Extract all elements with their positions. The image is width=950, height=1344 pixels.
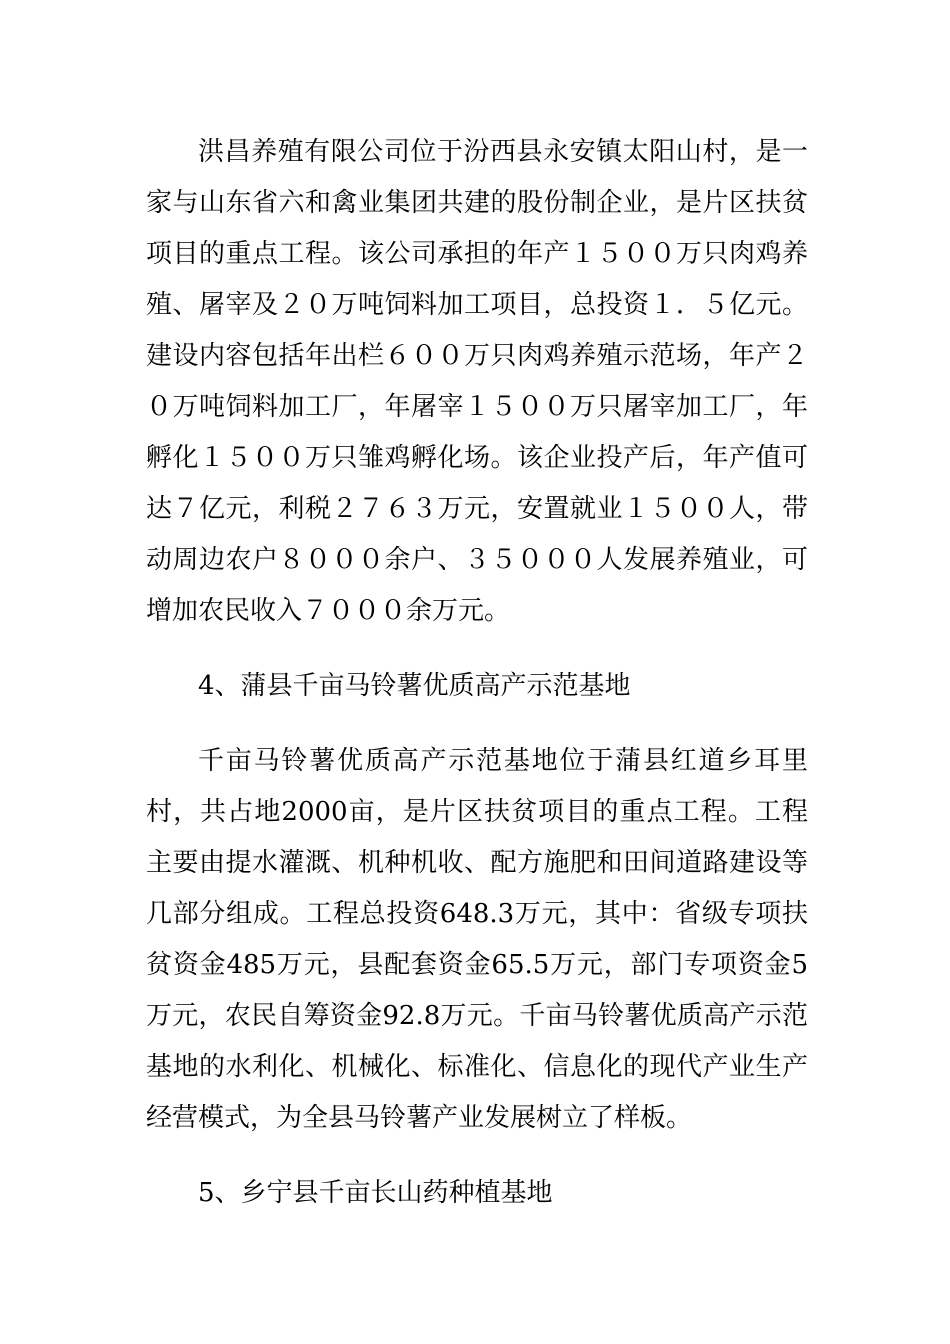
- document-body: [146, 127, 808, 1243]
- paragraph-hongchang-farming: 洪昌养殖有限公司位于汾西县永安镇太阳山村，是一家与山东省六和禽业集团共建的股份制企业，是片区扶贫项目的重点工程。该公司承担的年产１５００万只肉鸡养殖、屠宰及２０万吨饲料加工项目，总投资１．５亿元。建设内容包括年出栏６００万只肉鸡养殖示范场，年产２０万吨饲料加工厂，年屠宰１５００万只屠宰加工厂，年孵化１５００万只雏鸡孵化场。该企业投产后，年产值可达７亿元，利税２７６３万元，安置就业１５００人，带动周边农户８０００余户、３５０００人发展养殖业，可增加农民收入７０００余万元。: [146, 137, 808, 626]
- paragraph-potato-base: 千亩马铃薯优质高产示范基地位于蒲县红道乡耳里村，共占地2000亩，是片区扶贫项目的重点工程。工程主要由提水灌溉、机种机收、配方施肥和田间道路建设等几部分组成。工程总投资648.3万元，其中：省级专项扶贫资金485万元，县配套资金65.5万元，部门专项资金5万元，农民自筹资金92.8万元。千亩马铃薯优质高产示范基地的水利化、机械化、标准化、信息化的现代产业生产经营模式，为全县马铃薯产业发展树立了样板。: [146, 746, 808, 1133]
- section-heading-puxian-potato: 4、蒲县千亩马铃薯优质高产示范基地: [198, 671, 631, 701]
- section-heading-xiangning-yam: 5、乡宁县千亩长山药种植基地: [198, 1178, 553, 1208]
